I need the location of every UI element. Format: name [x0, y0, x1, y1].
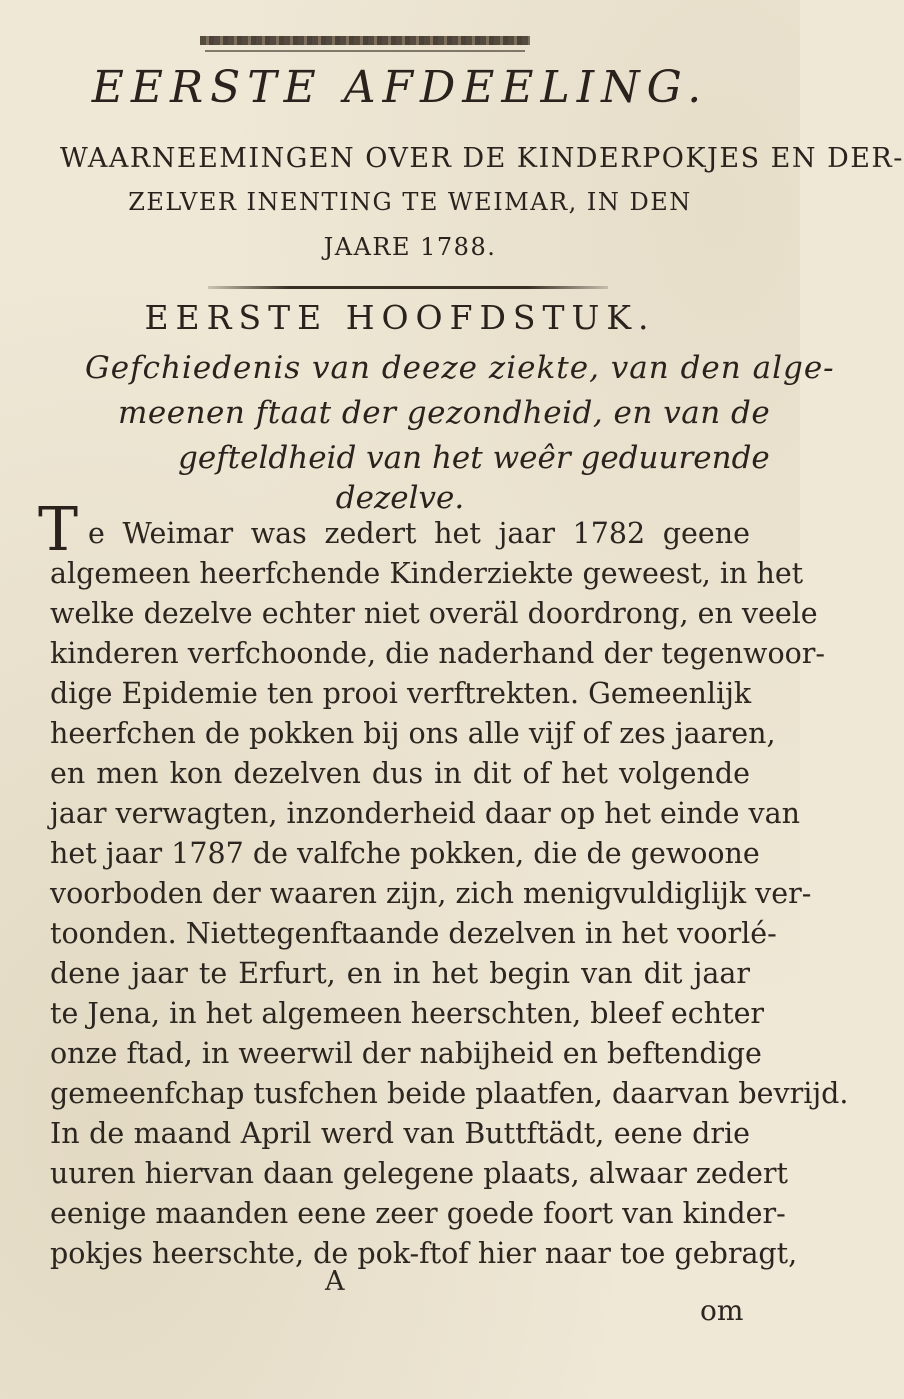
body-line: en men kon dezelven dus in dit of het volgende	[50, 757, 750, 790]
body-line: dene jaar te Erfurt, en in het begin van dit jaar	[50, 957, 750, 990]
signature-mark: A	[325, 1266, 345, 1297]
chapter-subtitle-line-4: dezelve.	[335, 480, 465, 516]
body-line: het jaar 1787 de valfche pokken, die de gewoone	[50, 837, 760, 870]
chapter-title: EERSTE HOOFDSTUK.	[144, 298, 656, 337]
body-line: dige Epidemie ten prooi verftrekten. Gemeenlijk	[50, 677, 752, 710]
section-heading-line-1: WAARNEEMINGEN OVER DE KINDERPOKJES EN DER-	[60, 143, 904, 174]
body-line: onze ftad, in weerwil der nabijheid en beftendige	[50, 1037, 762, 1070]
body-line: In de maand April werd van Buttftädt, eene drie	[50, 1117, 750, 1150]
body-line: jaar verwagten, inzonderheid daar op het einde van	[50, 797, 800, 830]
body-line: gemeenfchap tusfchen beide plaatfen, daarvan bevrijd.	[50, 1077, 849, 1110]
body-line: te Jena, in het algemeen heerschten, bleef echter	[50, 997, 765, 1030]
body-line: pokjes heerschte, de pok-ftof hier naar toe gebragt,	[50, 1237, 798, 1270]
body-line: uuren hiervan daan gelegene plaats, alwaar zedert	[50, 1157, 788, 1190]
body-line: kinderen verfchoonde, die naderhand der tegenwoor-	[50, 637, 826, 670]
body-line: voorboden der waaren zijn, zich menigvuldiglijk ver-	[50, 877, 812, 910]
section-heading-line-2: ZELVER INENTING TE WEIMAR, IN DEN	[128, 188, 692, 216]
chapter-subtitle-line-2: meenen ftaat der gezondheid, en van de	[118, 395, 771, 431]
chapter-subtitle-line-3: gefteldheid van het weêr geduurende	[178, 440, 770, 476]
drop-cap: T	[38, 495, 79, 565]
body-line: heerfchen de pokken bij ons alle vijf of zes jaaren,	[50, 717, 776, 750]
catchword: om	[700, 1294, 744, 1327]
part-title: EERSTE AFDEELING.	[91, 62, 709, 113]
section-divider	[208, 286, 608, 289]
body-line: toonden. Niettegenftaande dezelven in het voorlé-	[50, 917, 777, 950]
body-line: algemeen heerfchende Kinderziekte geweest, in het	[50, 557, 804, 590]
ornamental-rule	[200, 36, 530, 45]
body-line: eenige maanden eene zeer goede foort van kinder-	[50, 1197, 786, 1230]
thin-rule	[205, 50, 525, 52]
body-line: e Weimar was zedert het jaar 1782 geene	[88, 517, 750, 550]
body-line: welke dezelve echter niet overäl doordrong, en veele	[50, 597, 818, 630]
chapter-subtitle-line-1: Gefchiedenis van deeze ziekte, van den alge-	[85, 350, 835, 386]
section-heading-line-3: JAARE 1788.	[323, 233, 497, 261]
